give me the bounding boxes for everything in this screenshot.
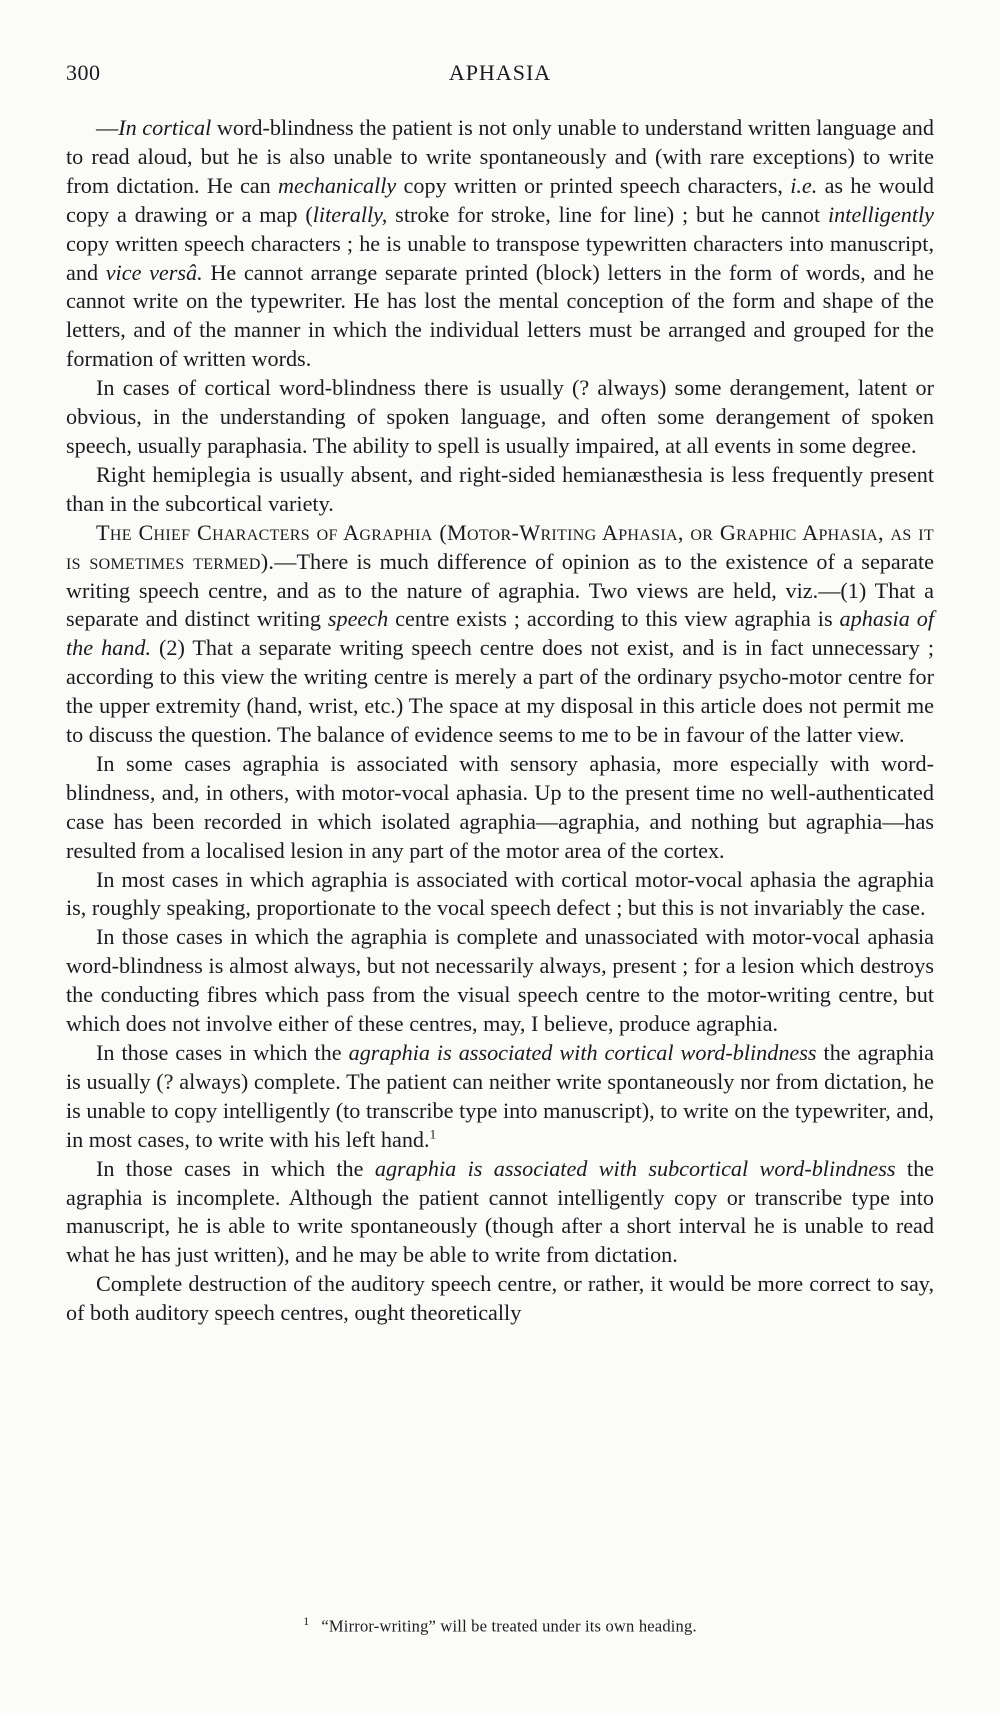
page-number: 300 (66, 60, 101, 85)
text-run: He cannot arrange separate printed (block) letters in the form of words, and he cannot write on the typewriter. He has lost the mental conception of the form and shape of the letters, and of the manner in which the individual letters must be arranged and grouped for the formation of written words. (66, 259, 934, 372)
paragraph (66, 923, 934, 1039)
text-run: centre exists ; according to this view agraphia is (388, 606, 840, 632)
text-run: In those cases in which the (96, 1155, 375, 1181)
paragraph (66, 374, 934, 461)
text-run: stroke for stroke, line for line) ; but he cannot (387, 201, 829, 227)
running-title: APHASIA (448, 60, 552, 85)
paragraph (66, 866, 934, 924)
text-run: agraphia is associated with cortical word-blindness (348, 1040, 817, 1065)
text-run: The Chief Characters of Agraphia (Motor-Writing Aphasia, or Graphic Aphasia, as it is sometimes termed). (66, 519, 934, 574)
text-run: i.e. (790, 172, 818, 198)
paragraph (66, 1155, 934, 1271)
text-run: — (96, 115, 119, 140)
text-run: —There is much difference of opinion as to the existence of a separate writing speech centre, and as to the nature of agraphia. Two views are held, viz.—(1) That a separate and distinct writing (66, 548, 934, 632)
footnote-mark: 1 (303, 1614, 310, 1628)
text-run: (2) That a separate writing speech centre does not exist, and is in fact unnecessary ; according to this view the writing centre is merely a part of the ordinary psycho-motor centre for the upper extremity (hand, wrist, etc.) The space at my disposal in this article does not permit me to discuss the question. The balance of evidence seems to me to be in favour of the latter view. (66, 635, 935, 748)
footnote-text: “Mirror-writing” will be treated under its own heading. (321, 1616, 697, 1636)
text-run: copy written speech characters ; he is unable to transpose typewritten characters into manuscript, and (66, 230, 934, 285)
text-run: word-blindness the patient is not only unable to understand written language and to read aloud, but he is also unable to write spontaneously and (with rare exceptions) to write from dictation. He can (66, 115, 934, 198)
paragraph (66, 461, 934, 519)
text-run: In cortical (118, 115, 212, 140)
text-run: intelligently (828, 201, 934, 227)
text-run: In those cases in which the agraphia is complete and unassociated with motor-vocal aphasia word-blindness is almost always, but not necessarily always, present ; for a lesion which destroys the conducting fibres which pass from the visual speech centre to the motor-writing centre, but which does not involve either of these centres, may, I believe, produce agraphia. (66, 924, 934, 1037)
text-run: aphasia of the hand. (66, 606, 934, 661)
text-run: In some cases agraphia is associated with sensory aphasia, more especially with word-blindness, and, in others, with motor-vocal aphasia. Up to the present time no well-authenticated case has been recorded in which isolated agraphia—agraphia, and nothing but agraphia—has resulted from a localised lesion in any part of the motor area of the cortex. (66, 750, 934, 863)
text-run: as he would copy a drawing or a map ( (66, 172, 934, 227)
footnote-ref: 1 (429, 1126, 437, 1142)
text-run: literally, (312, 201, 388, 227)
body-text (66, 114, 934, 1328)
paragraph (66, 519, 934, 750)
running-head (0, 60, 1000, 92)
text-run: copy written or printed speech characters, (396, 172, 791, 198)
text-run: agraphia is associated with subcortical word-blindness (374, 1155, 896, 1181)
text-run: Complete destruction of the auditory speech centre, or rather, it would be more correct to say, of both auditory speech centres, ought theoretically (66, 1271, 934, 1326)
text-run: In cases of cortical word-blindness there is usually (? always) some derangement, latent or obvious, in the understanding of spoken language, and often some derangement of spoken speech, usually paraphasia. The ability to spell is usually impaired, at all events in some degree. (66, 375, 934, 458)
paragraph (66, 750, 934, 866)
text-run: vice versâ. (105, 259, 203, 285)
footnote (0, 1614, 1000, 1637)
text-run: the agraphia is usually (? always) complete. The patient can neither write spontaneously nor from dictation, he is unable to copy intelligently (to transcribe type into manuscript), to write on the typewriter, and, in most cases, to write with his left hand. (66, 1040, 935, 1152)
text-run: In most cases in which agraphia is associated with cortical motor-vocal aphasia the agraphia is, roughly speaking, proportionate to the vocal speech defect ; but this is not invariably the case. (66, 866, 934, 921)
paragraph (66, 1270, 934, 1328)
text-run: Right hemiplegia is usually absent, and right-sided hemianæsthesia is less frequently present than in the subcortical variety. (66, 461, 934, 516)
text-run: mechanically (278, 172, 397, 198)
paragraph (66, 1039, 934, 1155)
paragraph (66, 114, 934, 374)
text-run: In those cases in which the (96, 1040, 349, 1065)
text-run: the agraphia is incomplete. Although the patient cannot intelligently copy or transcribe type into manuscript, he is able to write spontaneously (though after a short interval he is unable to read what he has just written), and he may be able to write from dictation. (66, 1155, 935, 1268)
text-run: speech (327, 606, 389, 632)
